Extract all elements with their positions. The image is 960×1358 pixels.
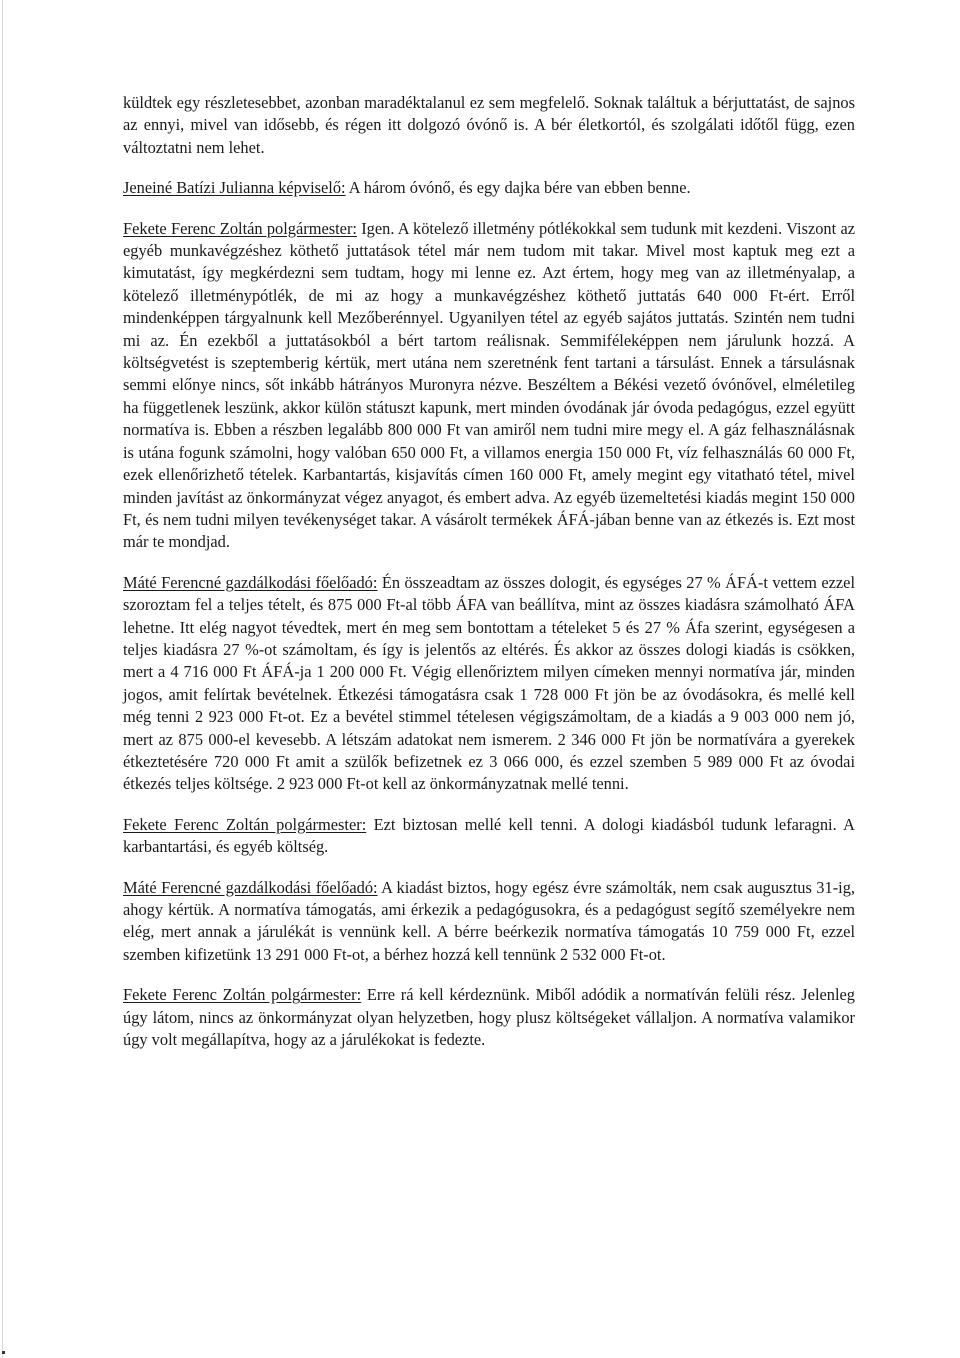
scan-edge-line (2, 0, 3, 1358)
speaker-label: Fekete Ferenc Zoltán polgármester: (123, 985, 362, 1005)
paragraph-continuation (123, 92, 855, 159)
paragraph-jeneine (123, 177, 855, 199)
paragraph-text: Igen. A kötelező illetmény pótlékokkal sem tudunk mit kezdeni. Viszont az egyéb munkavégzéshez köthető juttatások tétel már nem tudom mit takar. Mivel most kaptuk meg ezt a kimutatást, így megkérdezni sem tudtam, hogy mi lenne ez. Azt értem, hogy meg van az illetményalap, a kötelező illetménypótlék, de mi az hogy a munkavégzéshez köthető juttatás 640 000 Ft-ért. Erről mindenképpen tárgyalnunk kell Mezőberénnyel. Ugyanilyen tétel az egyéb sajátos juttatás. Szintén nem tudni mi az. Én ezekből a juttatásokból a bért tartom reálisnak. Semmiféleképpen nem járulunk hozzá. A költségvetést is szeptemberig kértük, mert utána nem szeretnénk fent tartani a társulást. Ennek a társulásnak semmi előnye nincs, sőt inkább hátrányos Muronyra nézve. Beszéltem a Békési vezető óvónővel, elméletileg ha függetlenek leszünk, akkor külön státuszt kapunk, mert minden óvodának jár óvoda pedagógus, ezzel együtt normatíva is. Ebben a részben legalább 800 000 Ft van amiről nem tudni mire megy el. A gáz felhasználásnak is utána fogunk számolni, hogy valóban 650 000 Ft, a villamos energia 150 000 Ft, víz felhasználás 60 000 Ft, ezek ellenőrizhető tételek. Karbantartás, kisjavítás címen 160 000 Ft, amely megint egy vitatható tétel, mivel minden javítást az önkormányzat végez anyagot, és embert adva. Az egyéb üzemeltetési kiadás megint 150 000 Ft, és nem tudni milyen tevékenységet takar. A vásárolt termékek ÁFÁ-jában benne van az étkezés is. Ezt most már te mondjad. (123, 218, 855, 552)
speaker-label: Fekete Ferenc Zoltán polgármester: (123, 814, 367, 834)
paragraph-text: küldtek egy részletesebbet, azonban maradéktalanul ez sem megfelelő. Soknak találtuk a bérjuttatást, de sajnos az ennyi, mivel van idősebb, és régen itt dolgozó óvónő is. A bér életkortól, és szolgálati időtől függ, ezen változtatni nem lehet. (123, 93, 855, 157)
paragraph-text: A kiadást biztos, hogy egész évre számolták, nem csak augusztus 31-ig, ahogy kértük. A normatíva támogatás, ami érkezik a pedagógusokra, és a pedagógust segítő személyekre nem elég, mert annak a járulékát is vennünk kell. A bérre beérkezik normatíva támogatás 10 759 000 Ft, ezzel szemben kifizetünk 13 291 000 Ft-ot, a bérhez hozzá kell tennünk 2 532 000 Ft-ot. (123, 877, 855, 964)
scan-mark (2, 1351, 5, 1354)
speaker-label: Máté Ferencné gazdálkodási főelőadó: (123, 877, 378, 897)
paragraph-fekete-2 (123, 814, 855, 859)
paragraph-mate-2 (123, 877, 855, 967)
speaker-label: Jeneiné Batízi Julianna képviselő: (123, 178, 346, 198)
paragraph-text: Én összeadtam az összes dologit, és egységes 27 % ÁFÁ-t vettem ezzel szoroztam fel a teljes tételt, és 875 000 Ft-al több ÁFA van beállítva, mint az összes kiadásra számolható ÁFA lehetne. Itt elég nagyot tévedtek, mert én meg sem bontottam a tételeket 5 és 27 % Áfa szerint, egységesen a teljes kiadásra 27 %-ot számoltam, és így is jelentős az eltérés. És akkor az összes dologi kiadás is csökken, mert a 4 716 000 Ft ÁFÁ-ja 1 200 000 Ft. Végig ellenőriztem milyen címeken mennyi normatíva jár, minden jogos, amit felírtak bevételnek. Étkezési támogatásra csak 1 728 000 Ft jön be az óvodásokra, és mellé kell még tenni 2 923 000 Ft-ot. Ez a bevétel stimmel tételesen végigszámoltam, de a kiadás a 9 003 000 nem jó, mert az 875 000-el kevesebb. A létszám adatokat nem ismerem. 2 346 000 Ft jön be normatívára a gyerekek étkeztetésére 720 000 Ft amit a szülők befizetnek ez 3 066 000, és ezzel szemben 5 989 000 Ft az óvodai étkezés teljes költsége. 2 923 000 Ft-ot kell az önkormányzatnak mellé tenni. (123, 572, 855, 794)
paragraph-mate-1 (123, 572, 855, 796)
document-page (123, 92, 855, 1069)
paragraph-fekete-1 (123, 218, 855, 554)
paragraph-text: Ezt biztosan mellé kell tenni. A dologi kiadásból tudunk lefaragni. A karbantartási, és egyéb költség. (123, 814, 855, 857)
speaker-label: Fekete Ferenc Zoltán polgármester: (123, 218, 357, 238)
paragraph-text: A három óvónő, és egy dajka bére van ebben benne. (345, 178, 691, 198)
speaker-label: Máté Ferencné gazdálkodási főelőadó: (123, 572, 378, 592)
paragraph-text: Erre rá kell kérdeznünk. Miből adódik a normatíván felüli rész. Jelenleg úgy látom, nincs az önkormányzat olyan helyzetben, hogy plusz költségeket vállaljon. A normatíva valamikor úgy volt megállapítva, hogy az a járulékokat is fedezte. (123, 985, 855, 1050)
paragraph-fekete-3 (123, 984, 855, 1051)
